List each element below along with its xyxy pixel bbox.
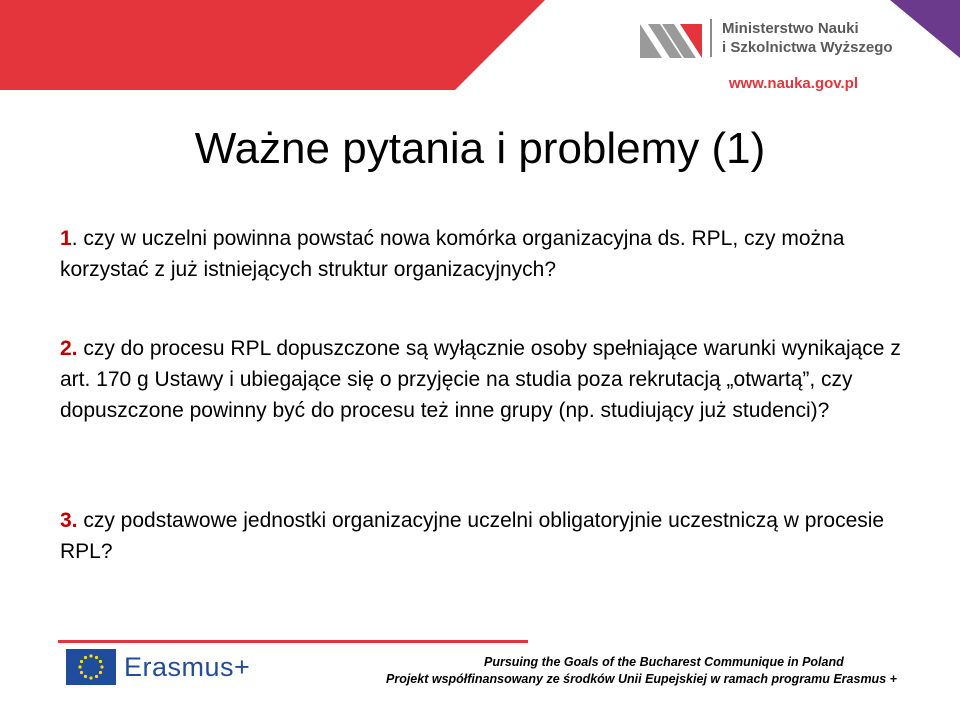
ministry-logo: [640, 18, 893, 58]
eu-flag-icon: [66, 649, 116, 685]
corner-decoration-left: [0, 0, 545, 90]
ministry-logo-divider: [710, 19, 712, 57]
question-2-text: czy do procesu RPL dopuszczone są wyłącznie osoby spełniające warunki wynikające z art. 170 g Ustawy i ubiegające się o przyjęcie na studia poza rekrutacją „otwartą”, czy dopuszczone powinny być do procesu też inne grupy (np. studiujący już studenci)?: [60, 337, 901, 422]
question-1-separator: .: [71, 227, 78, 250]
ministry-name-line-1: Ministerstwo Nauki: [722, 20, 859, 37]
footer-cofinancing-note: Projekt współfinansowany ze środków Unii Eupejskiej w ramach programu Erasmus +: [386, 672, 897, 686]
question-1-number: 1: [60, 227, 72, 250]
ministry-name: [722, 19, 893, 57]
ministry-name-line-2: i Szkolnictwa Wyższego: [722, 39, 893, 56]
question-3-text: czy podstawowe jednostki organizacyjne uczelni obligatoryjnie uczestniczą w procesie RPL?: [60, 509, 885, 563]
footer-project-goal: Pursuing the Goals of the Bucharest Communique in Poland: [484, 655, 844, 669]
question-3-number: 3.: [60, 509, 78, 532]
question-1-text: czy w uczelni powinna powstać nowa komórka organizacyjna ds. RPL, czy można korzystać z już istniejących struktur organizacyjnych?: [60, 227, 845, 281]
erasmus-logo: [66, 649, 250, 685]
ministry-logo-icon: [640, 18, 704, 58]
question-1: [60, 223, 920, 285]
question-3: [60, 505, 920, 567]
corner-decoration-right: [890, 0, 960, 58]
slide-title: Ważne pytania i problemy (1): [194, 124, 766, 173]
question-2-number: 2.: [60, 337, 78, 360]
question-2: [60, 333, 920, 426]
footer-divider: [58, 640, 528, 644]
ministry-url[interactable]: www.nauka.gov.pl: [728, 75, 858, 92]
erasmus-label: Erasmus+: [124, 651, 251, 682]
